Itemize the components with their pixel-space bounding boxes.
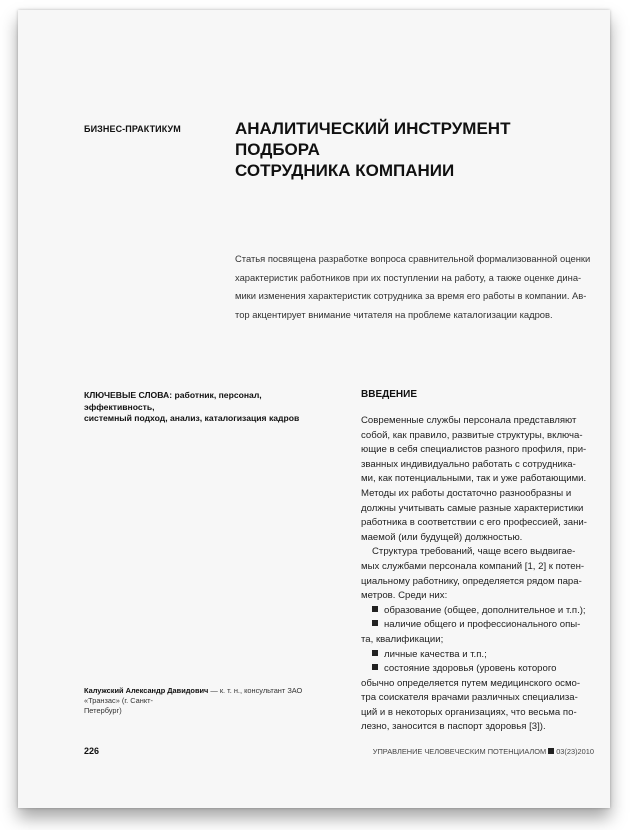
body-line-text: наличие общего и профессионального опы- bbox=[384, 619, 581, 631]
body-line-text: должны учитывать самые разные характеристики bbox=[361, 502, 584, 514]
abstract-line: Статья посвящена разработке вопроса сравнительной формализованной оценки bbox=[235, 253, 591, 264]
body-line-text: та, квалификации; bbox=[361, 633, 444, 645]
journal-title: УПРАВЛЕНИЕ ЧЕЛОВЕЧЕСКИМ ПОТЕНЦИАЛОМ bbox=[372, 747, 547, 756]
author-note bbox=[84, 686, 334, 715]
article-body bbox=[361, 414, 601, 735]
body-line-text: ций и в некоторых организациях, что весьма по- bbox=[361, 706, 577, 718]
abstract-line: тор акцентирует внимание читателя на проблеме каталогизации кадров. bbox=[235, 308, 553, 320]
article-title-line: СОТРУДНИКА КОМПАНИИ bbox=[235, 161, 455, 180]
body-line-text: метров. Среди них: bbox=[361, 590, 448, 602]
article-abstract bbox=[235, 250, 595, 324]
keywords-label: КЛЮЧЕВЫЕ СЛОВА: bbox=[84, 390, 173, 400]
body-line-text: лезно, заносится в паспорт здоровья [3]). bbox=[361, 721, 546, 733]
body-line bbox=[361, 545, 601, 560]
body-line-text: циальному работнику, определяется рядом пара- bbox=[361, 575, 582, 587]
body-line bbox=[361, 589, 601, 604]
journal-page bbox=[18, 10, 610, 808]
abstract-line: характеристик работников при их поступлении на работу, а также оценке дина- bbox=[235, 271, 582, 283]
body-line-text: состояние здоровья (уровень которого bbox=[384, 663, 557, 675]
body-line-text: образование (общее, дополнительное и т.п.); bbox=[384, 604, 586, 616]
body-line-text: обычно определяется путем медицинского осмо- bbox=[361, 677, 581, 689]
body-line bbox=[361, 575, 601, 590]
body-line bbox=[361, 560, 601, 575]
section-heading: ВВЕДЕНИЕ bbox=[361, 389, 417, 400]
keywords-text: системный подход, анализ, каталогизация кадров bbox=[84, 413, 300, 423]
author-name: Калужский Александр Давидович bbox=[84, 686, 209, 695]
body-line-text: Методы их работы достаточно разнообразны и bbox=[361, 487, 572, 499]
body-line-text: званных индивидуально работать с сотрудника- bbox=[361, 458, 576, 470]
abstract-line: мики изменения характеристик сотрудника за время его работы в компании. Ав- bbox=[235, 290, 587, 302]
body-line-text: Современные службы персонала представляют bbox=[361, 415, 577, 426]
bullet-item bbox=[361, 648, 601, 663]
body-line-text: мых службами персонала компаний [1, 2] к потен- bbox=[361, 560, 585, 572]
body-line bbox=[361, 414, 601, 429]
body-line bbox=[361, 429, 601, 444]
author-affiliation: Петербург) bbox=[84, 705, 122, 715]
keywords-text: работник, персонал, эффективность, bbox=[84, 390, 262, 412]
bullet-item bbox=[361, 604, 601, 619]
bullet-item bbox=[361, 662, 601, 677]
body-line bbox=[361, 633, 601, 648]
body-line bbox=[361, 458, 601, 473]
article-title bbox=[235, 118, 595, 181]
section-label: БИЗНЕС-ПРАКТИКУМ bbox=[84, 124, 181, 134]
square-bullet-icon bbox=[372, 664, 378, 670]
square-separator-icon bbox=[548, 748, 554, 754]
journal-footer bbox=[373, 747, 594, 756]
body-line bbox=[361, 472, 601, 487]
body-line bbox=[361, 443, 601, 458]
body-line-text: Структура требований, чаще всего выдвигае- bbox=[372, 546, 576, 558]
bullet-item bbox=[361, 618, 601, 633]
body-line bbox=[361, 677, 601, 692]
article-title-line: АНАЛИТИЧЕСКИЙ ИНСТРУМЕНТ ПОДБОРА bbox=[235, 119, 511, 159]
body-line-text: работника в соответствии с его профессией, зани- bbox=[361, 517, 587, 529]
body-line bbox=[361, 487, 601, 502]
body-line bbox=[361, 531, 601, 546]
square-bullet-icon bbox=[372, 606, 378, 612]
body-line bbox=[361, 720, 601, 735]
journal-issue: 03(23)2010 bbox=[556, 747, 594, 756]
body-line-text: ми, как потенциальными, так и уже работающими. bbox=[361, 473, 587, 485]
body-line bbox=[361, 502, 601, 517]
keywords-block bbox=[84, 390, 334, 425]
body-line-text: личные качества и т.п.; bbox=[384, 648, 487, 660]
body-line-text: маемой (или будущей) должностью. bbox=[361, 531, 523, 543]
page-number: 226 bbox=[84, 746, 100, 756]
body-line bbox=[361, 706, 601, 721]
body-line-text: собой, как правило, развитые структуры, включа- bbox=[361, 429, 583, 441]
square-bullet-icon bbox=[372, 620, 378, 626]
body-line-text: ющие в себя специалистов разного профиля, при- bbox=[361, 444, 587, 456]
body-line-text: тра соискателя врачами различных специализа- bbox=[361, 692, 578, 704]
body-line bbox=[361, 691, 601, 706]
author-affiliation: — к. т. н., консультант ЗАО «Транзас» (г. Санкт- bbox=[84, 686, 303, 705]
body-line bbox=[361, 516, 601, 531]
square-bullet-icon bbox=[372, 650, 378, 656]
